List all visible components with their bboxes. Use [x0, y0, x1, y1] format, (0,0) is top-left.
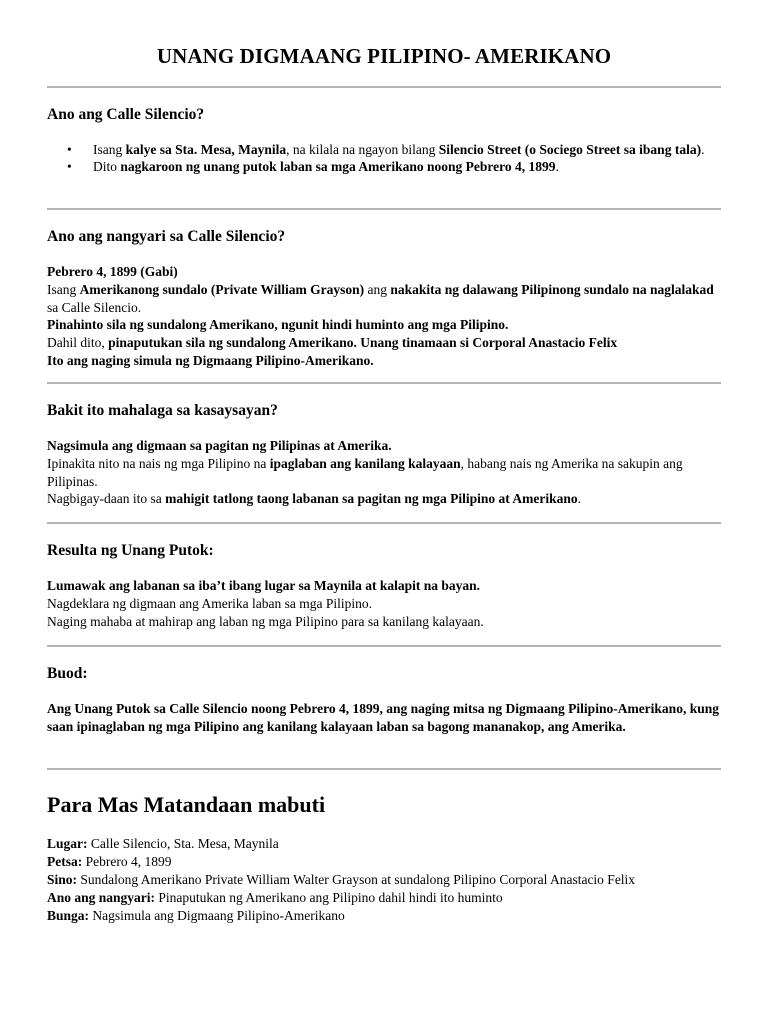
- section-heading-mahalaga: Bakit ito mahalaga sa kasaysayan?: [47, 402, 278, 419]
- divider: [47, 768, 721, 770]
- reason-line: Nagbigay-daan ito sa mahigit tatlong taong labanan sa pagitan ng mga Pilipino at Amerikano.: [47, 491, 582, 506]
- fact-line: Sino: Sundalong Amerikano Private William Walter Grayson at sundalong Pilipino Corporal Anastacio Felix: [47, 872, 636, 887]
- divider: [47, 522, 721, 524]
- result-line: Lumawak ang labanan sa iba’t ibang lugar sa Maynila at kalapit na bayan.: [47, 578, 480, 593]
- section-heading-calle-silencio: Ano ang Calle Silencio?: [47, 106, 205, 123]
- event-line: Isang Amerikanong sundalo (Private William Grayson) ang nakakita ng dalawang Pilipinong sundalo na naglalakad sa Calle Silencio.: [47, 282, 714, 315]
- section-mahalaga-body: [47, 437, 727, 508]
- section-heading-resulta: Resulta ng Unang Putok:: [47, 542, 214, 559]
- event-line: Ito ang naging simula ng Digmaang Pilipino-Amerikano.: [47, 353, 374, 368]
- list-item: • Isang kalye sa Sta. Mesa, Maynila, na kilala na ngayon bilang Silencio Street (o Sociego Street sa ibang tala).: [67, 142, 705, 157]
- fact-line: Bunga: Nagsimula ang Digmaang Pilipino-Amerikano: [47, 908, 345, 923]
- section-resulta-body: [47, 577, 727, 631]
- result-line: Naging mahaba at mahirap ang laban ng mga Pilipino para sa kanilang kalayaan.: [47, 614, 484, 629]
- divider: [47, 86, 721, 88]
- summary-text: Ang Unang Putok sa Calle Silencio noong Pebrero 4, 1899, ang naging mitsa ng Digmaang Pilipino-Amerikano, kung saan ipinaglaban ng mga Pilipino ang kanilang kalayaan laban sa bagong mananakop, ang Amerika.: [47, 701, 719, 734]
- section-buod-body: [47, 700, 721, 736]
- document-title: UNANG DIGMAANG PILIPINO- AMERIKANO: [156, 44, 612, 68]
- bullet: •: [67, 142, 72, 157]
- reason-line: Nagsimula ang digmaan sa pagitan ng Pilipinas at Amerika.: [47, 438, 392, 453]
- divider: [47, 208, 721, 210]
- section-heading-tandaan: Para Mas Matandaan mabuti: [47, 792, 326, 817]
- fact-line: Petsa: Pebrero 4, 1899: [47, 854, 172, 869]
- bullet: •: [67, 159, 72, 174]
- section-calle-silencio-list: [47, 141, 727, 175]
- section-heading-buod: Buod:: [47, 665, 88, 682]
- fact-line: Lugar: Calle Silencio, Sta. Mesa, Maynila: [47, 836, 279, 851]
- result-line: Nagdeklara ng digmaan ang Amerika laban sa mga Pilipino.: [47, 596, 373, 611]
- list-item: • Dito nagkaroon ng unang putok laban sa mga Amerikano noong Pebrero 4, 1899.: [67, 159, 559, 174]
- section-tandaan-body: [47, 835, 727, 925]
- event-line: Pinahinto sila ng sundalong Amerikano, ngunit hindi huminto ang mga Pilipino.: [47, 317, 509, 332]
- event-line: Dahil dito, pinaputukan sila ng sundalong Amerikano. Unang tinamaan si Corporal Anastacio Felix: [47, 335, 618, 350]
- reason-line: Ipinakita nito na nais ng mga Pilipino na ipaglaban ang kanilang kalayaan, habang nais ng Amerika na sakupin ang Pilipinas.: [47, 456, 683, 489]
- divider: [47, 382, 721, 384]
- divider: [47, 645, 721, 647]
- section-nangyari-body: [47, 263, 727, 370]
- fact-line: Ano ang nangyari: Pinaputukan ng Amerikano ang Pilipino dahil hindi ito huminto: [47, 890, 503, 905]
- event-line: Pebrero 4, 1899 (Gabi): [47, 264, 178, 279]
- section-heading-nangyari: Ano ang nangyari sa Calle Silencio?: [47, 228, 286, 245]
